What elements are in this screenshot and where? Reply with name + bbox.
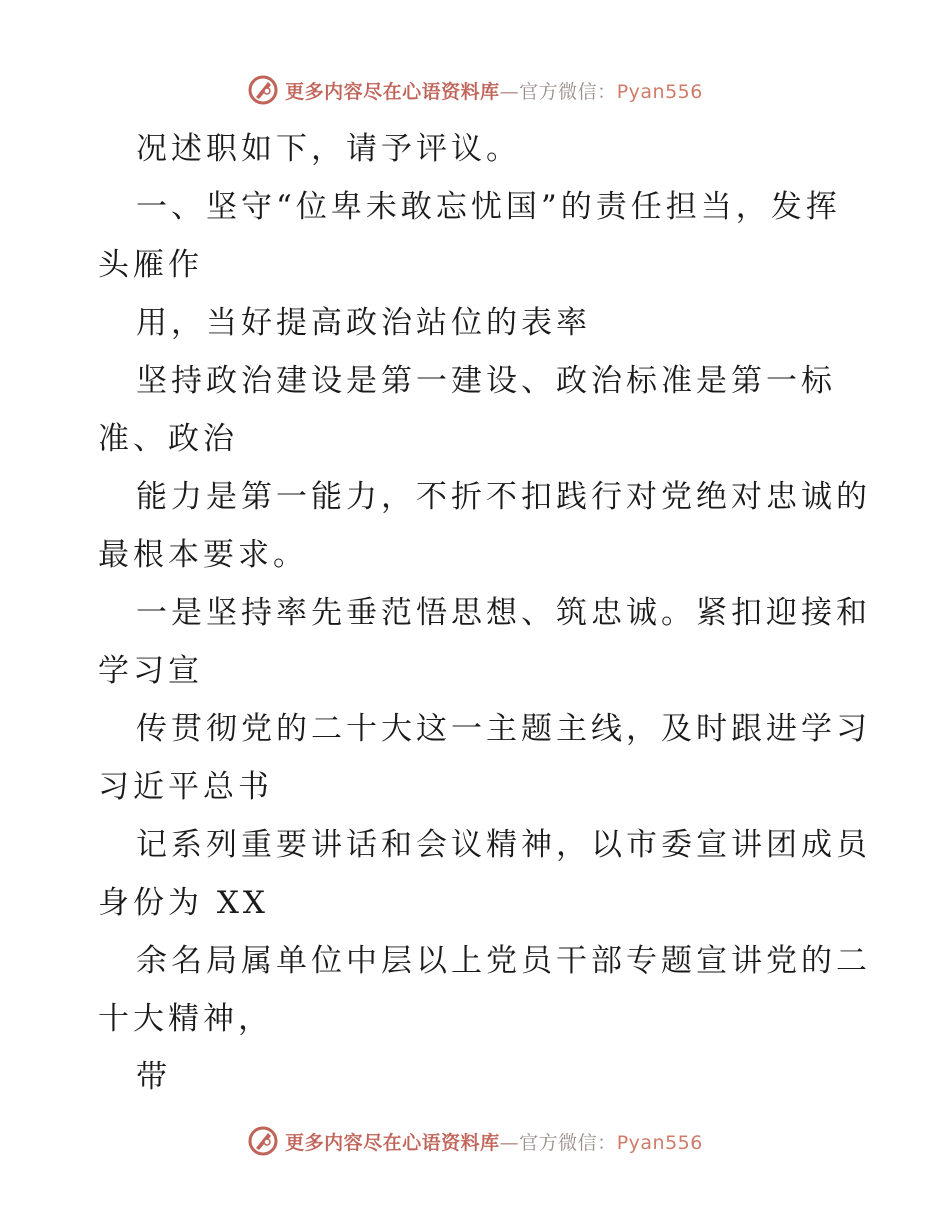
pen-logo-icon <box>247 74 279 106</box>
pen-logo-icon <box>247 1125 279 1157</box>
watermark-dash: — <box>499 1131 520 1154</box>
text-line: 十大精神， <box>98 1001 273 1037</box>
text-line: 坚持政治建设是第一建设、政治标准是第一标 <box>136 363 836 399</box>
text-line: 一是坚持率先垂范悟思想、筑忠诚。紧扣迎接和 <box>136 595 871 631</box>
footer-watermark <box>0 1121 950 1161</box>
header-watermark <box>0 70 950 110</box>
document-body <box>98 120 871 1106</box>
text-line: 一、坚守“位卑未敢忘忧国”的责任担当，发挥 <box>136 189 841 225</box>
text-line: 身份为 XX <box>98 885 269 921</box>
text-line: 传贯彻党的二十大这一主题主线，及时跟进学习 <box>136 711 871 747</box>
text-line: 准、政治 <box>98 421 238 457</box>
watermark-dash: — <box>499 80 520 103</box>
text-line: 最根本要求。 <box>98 537 308 573</box>
text-line: 况述职如下，请予评议。 <box>136 131 521 167</box>
text-line: 头雁作 <box>98 247 203 283</box>
text-line: 能力是第一能力，不折不扣践行对党绝对忠诚的 <box>136 479 871 515</box>
watermark-text <box>285 77 703 104</box>
text-line: 习近平总书 <box>98 769 273 805</box>
watermark-main: 更多内容尽在心语资料库 <box>285 80 500 103</box>
watermark-sub: 官方微信： <box>519 1131 617 1154</box>
watermark-text <box>285 1128 703 1155</box>
text-line: 带 <box>136 1059 171 1095</box>
text-line: 记系列重要讲话和会议精神，以市委宣讲团成员 <box>136 827 871 863</box>
watermark-id: Pyan556 <box>616 1131 703 1154</box>
text-line: 用，当好提高政治站位的表率 <box>136 305 591 341</box>
text-line: 余名局属单位中层以上党员干部专题宣讲党的二 <box>136 943 871 979</box>
text-line: 学习宣 <box>98 653 203 689</box>
watermark-id: Pyan556 <box>616 80 703 103</box>
watermark-main: 更多内容尽在心语资料库 <box>285 1131 500 1154</box>
watermark-sub: 官方微信： <box>519 80 617 103</box>
